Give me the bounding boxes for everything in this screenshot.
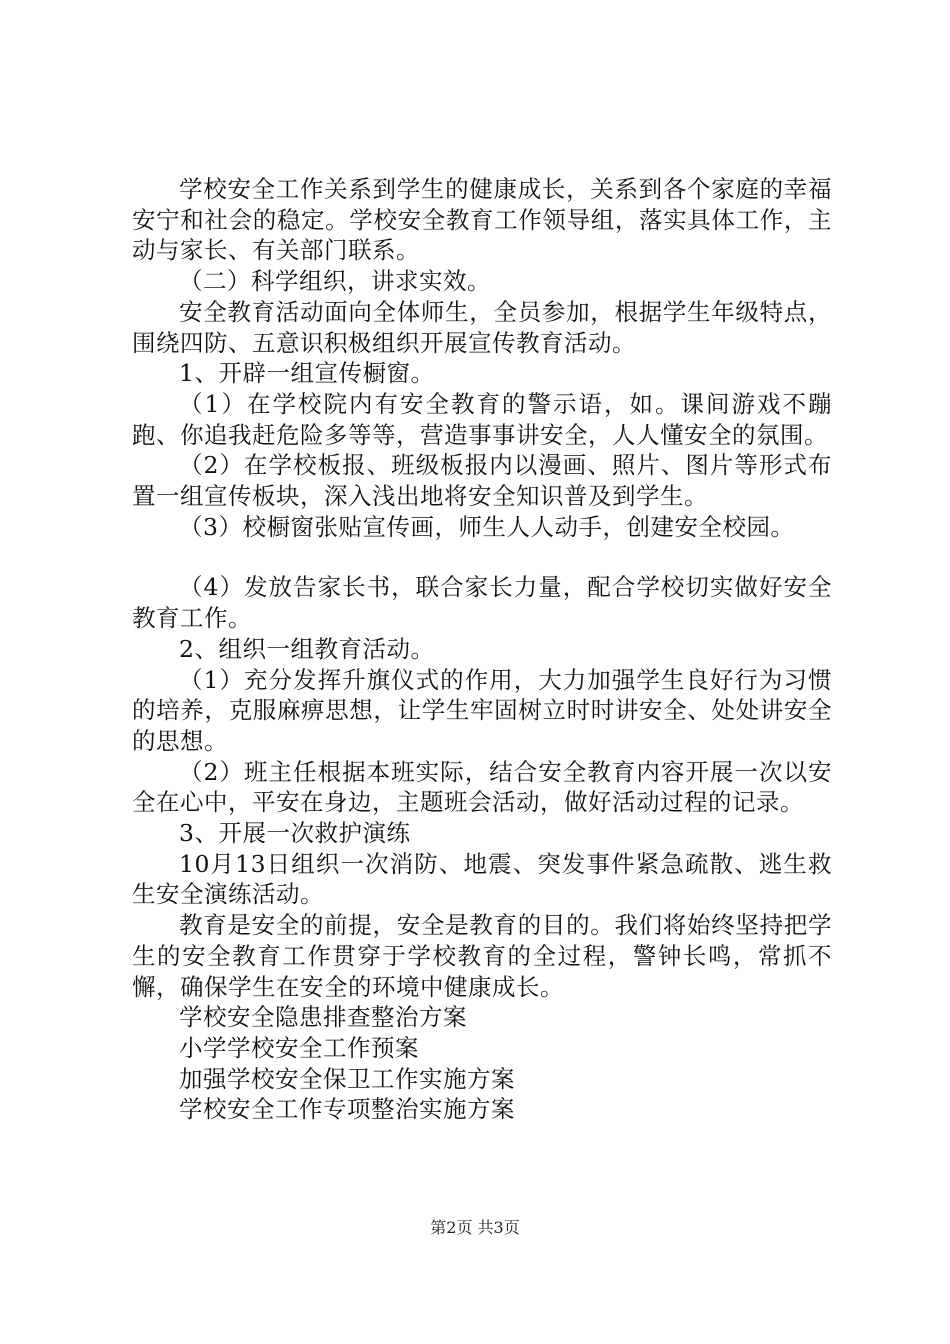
sub-item-2-2: （2）班主任根据本班实际，结合安全教育内容开展一次以安全在心中，平安在身边，主题班会活动，做好活动过程的记录。 <box>132 757 832 817</box>
paragraph-conclusion: 教育是安全的前提，安全是教育的目的。我们将始终坚持把学生的安全教育工作贯穿于学校教育的全过程，警钟长鸣，常抓不懈，确保学生在安全的环境中健康成长。 <box>132 911 832 1001</box>
section-heading-2: （二）科学组织，讲求实效。 <box>179 267 491 296</box>
sub-item-1-2: （2）在学校板报、班级板报内以漫画、照片、图片等形式布置一组宣传板块，深入浅出地将安全知识普及到学生。 <box>132 451 832 511</box>
document-body <box>132 174 832 1125</box>
related-doc-1: 学校安全隐患排查整治方案 <box>179 1003 467 1032</box>
item-heading-3: 3、开展一次救护演练 <box>179 819 411 848</box>
sub-item-1-1: （1）在学校院内有安全教育的警示语，如。课间游戏不蹦跑、你追我赶危险多等等，营造事事讲安全，人人懂安全的氛围。 <box>132 389 832 449</box>
sub-item-2-1: （1）充分发挥升旗仪式的作用，大力加强学生良好行为习惯的培养，克服麻痹思想，让学生牢固树立时时讲安全、处处讲安全的思想。 <box>132 665 832 755</box>
paragraph-intro: 学校安全工作关系到学生的健康成长，关系到各个家庭的幸福安宁和社会的稳定。学校安全教育工作领导组，落实具体工作，主动与家长、有关部门联系。 <box>132 175 832 265</box>
paragraph-activities: 安全教育活动面向全体师生，全员参加，根据学生年级特点，围绕四防、五意识积极组织开展宣传教育活动。 <box>132 297 832 357</box>
paragraph-drill: 10月13日组织一次消防、地震、突发事件紧急疏散、逃生救生安全演练活动。 <box>132 849 832 909</box>
item-heading-1: 1、开辟一组宣传橱窗。 <box>179 359 435 388</box>
sub-item-1-4: （4）发放告家长书，联合家长力量，配合学校切实做好安全教育工作。 <box>132 573 832 633</box>
item-heading-2: 2、组织一组教育活动。 <box>179 634 435 663</box>
related-doc-2: 小学学校安全工作预案 <box>179 1033 419 1062</box>
sub-item-1-3: （3）校橱窗张贴宣传画，师生人人动手，创建安全校园。 <box>179 512 795 541</box>
related-doc-4: 学校安全工作专项整治实施方案 <box>179 1095 515 1124</box>
related-doc-3: 加强学校安全保卫工作实施方案 <box>179 1064 515 1093</box>
page-number-footer: 第2页 共3页 <box>430 1218 520 1237</box>
